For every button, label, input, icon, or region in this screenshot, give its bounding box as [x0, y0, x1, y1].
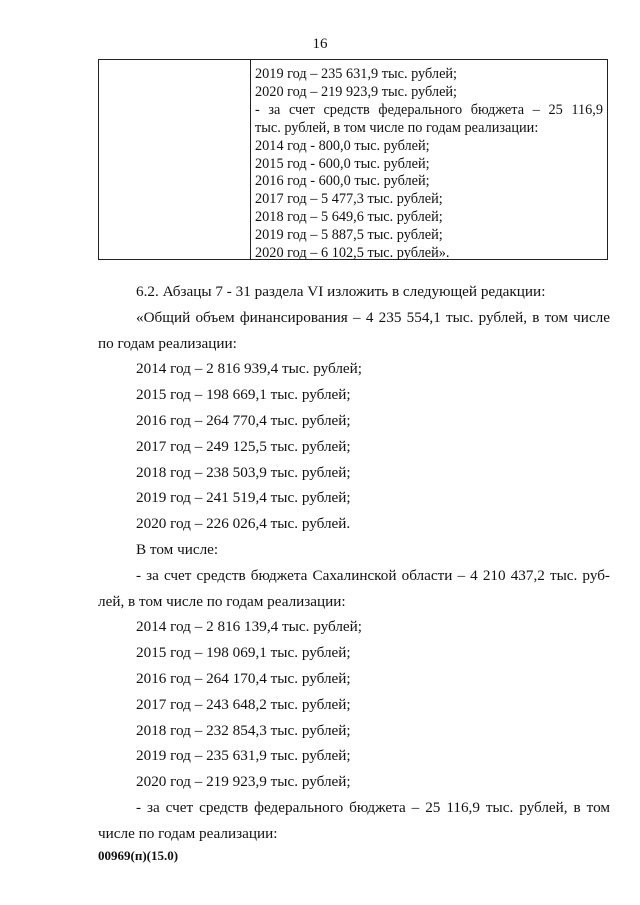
year-amount-line: 2017 год – 249 125,5 тыс. рублей; — [136, 437, 351, 455]
table-left-cell — [99, 60, 251, 259]
table-line: 2019 год – 235 631,9 тыс. рублей; — [255, 66, 458, 82]
document-code: 00969(п)(15.0) — [98, 848, 179, 863]
year-amount-line: 2020 год – 219 923,9 тыс. рублей; — [136, 773, 351, 791]
section-heading-paragraph: 6.2. Абзацы 7 - 31 раздела VI изложить в следующей редакции: — [136, 283, 546, 300]
federal-budget-paragraph: - за счет средств федерального бюджета – 25 116,9 тыс. рублей, в том — [136, 798, 610, 816]
table-line: тыс. рублей, в том числе по годам реализации: — [255, 119, 539, 136]
year-amount-line: 2016 год – 264 170,4 тыс. рублей; — [136, 669, 351, 687]
table-line: - за счет средств федерального бюджета – 25 116,9 — [255, 101, 603, 118]
regional-budget-continuation: лей, в том числе по годам реализации: — [98, 592, 346, 610]
year-amount-line: 2015 год – 198 069,1 тыс. рублей; — [136, 644, 351, 662]
body-text — [98, 279, 610, 847]
year-amount-line: 2014 год – 2 816 139,4 тыс. рублей; — [136, 618, 363, 636]
table-line: 2014 год - 800,0 тыс. рублей; — [255, 137, 430, 154]
total-financing-paragraph: «Общий объем финансирования – 4 235 554,1 тыс. рублей, в том числе — [136, 308, 610, 326]
table-line: 2018 год – 5 649,6 тыс. рублей; — [255, 209, 443, 226]
year-amount-line: 2017 год – 243 648,2 тыс. рублей; — [136, 695, 351, 713]
including-label: В том числе: — [136, 540, 219, 558]
year-amount-line: 2015 год – 198 669,1 тыс. рублей; — [136, 386, 351, 404]
year-amount-line: 2020 год – 226 026,4 тыс. рублей. — [136, 515, 351, 533]
year-amount-line: 2014 год – 2 816 939,4 тыс. рублей; — [136, 360, 363, 378]
table-line: 2020 год – 219 923,9 тыс. рублей; — [255, 83, 458, 100]
total-financing-continuation: по годам реализации: — [98, 334, 237, 352]
table-line: 2015 год - 600,0 тыс. рублей; — [255, 155, 430, 172]
regional-budget-paragraph: - за счет средств бюджета Сахалинской области – 4 210 437,2 тыс. руб- — [136, 566, 610, 584]
table-right-cell — [251, 60, 607, 262]
page-number: 16 — [312, 36, 328, 52]
federal-budget-continuation: числе по годам реализации: — [98, 824, 278, 842]
table-line: 2017 год – 5 477,3 тыс. рублей; — [255, 191, 443, 208]
table-line: 2016 год - 600,0 тыс. рублей; — [255, 173, 430, 190]
continuation-table — [98, 59, 608, 260]
table-line: 2019 год – 5 887,5 тыс. рублей; — [255, 227, 443, 244]
year-amount-line: 2019 год – 241 519,4 тыс. рублей; — [136, 489, 351, 507]
year-amount-line: 2018 год – 238 503,9 тыс. рублей; — [136, 463, 351, 481]
year-amount-line: 2018 год – 232 854,3 тыс. рублей; — [136, 721, 351, 739]
table-line: 2020 год – 6 102,5 тыс. рублей». — [255, 245, 450, 262]
year-amount-line: 2019 год – 235 631,9 тыс. рублей; — [136, 747, 351, 765]
year-amount-line: 2016 год – 264 770,4 тыс. рублей; — [136, 411, 351, 429]
